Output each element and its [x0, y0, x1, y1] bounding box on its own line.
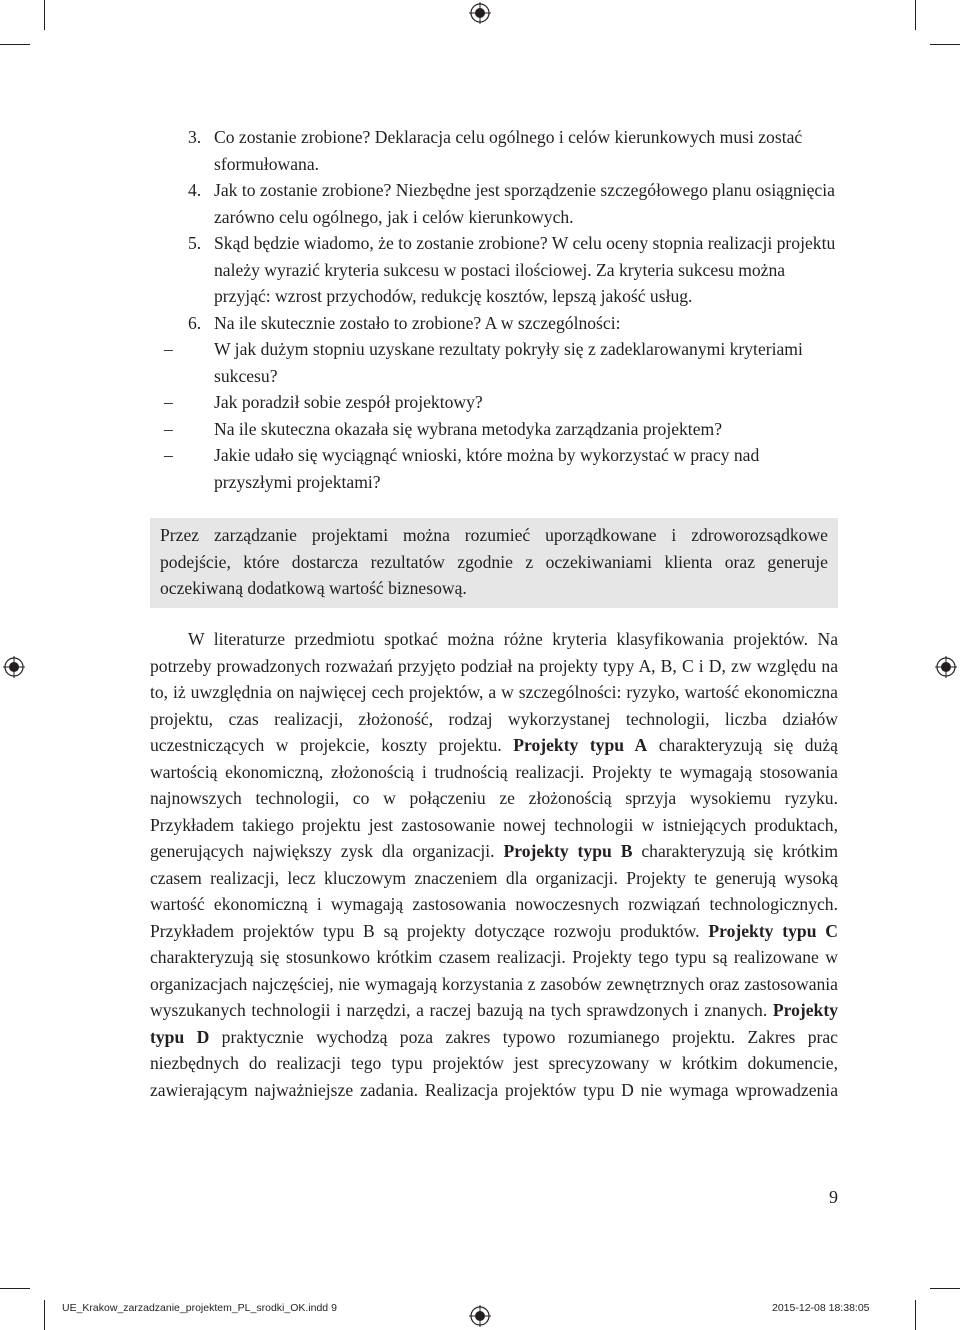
list-marker: 5. — [188, 233, 202, 253]
paragraph-text: charakteryzują się dużą wartością ekonomiczną, złożonością i trudnością realizacji. Projekty te wymagają stosowania najnowszych technologii, co w połączeniu ze złożonością sprzyja wysokiemu ryzyku. Przykładem takiego projektu jest zastosowanie nowej technologii w istniejących produktach, generujących największy zysk dla organizacji. — [150, 735, 838, 861]
list-item-text: Jak to zostanie zrobione? Niezbędne jest sporządzenie szczegółowego planu osiągnięcia zarówno celu ogólnego, jak i celów kierunkowych. — [214, 180, 835, 227]
crop-mark — [44, 0, 45, 30]
crop-mark — [915, 0, 916, 30]
list-item — [150, 230, 840, 310]
list-item-text: Skąd będzie wiadomo, że to zostanie zrobione? W celu oceny stopnia realizacji projektu należy wyrazić kryteria sukcesu w postaci ilościowej. Za kryteria sukcesu można przyjąć: wzrost przychodów, redukcję kosztów, lepszą jakość usług. — [214, 233, 836, 306]
dash-marker: – — [164, 418, 173, 439]
page-number: 9 — [829, 1187, 838, 1207]
dash-item — [150, 336, 840, 389]
dash-item-text: Na ile skuteczna okazała się wybrana metodyka zarządzania projektem? — [214, 418, 723, 439]
definition-box: Przez zarządzanie projektami można rozumieć uporządkowane i zdroworozsądkowe podejście, które dostarcza rezultatów zgodnie z oczekiwaniami klienta oraz generuje oczekiwaną dodatkową wartość biznesową. — [150, 518, 838, 608]
paragraph-text: charakteryzują się krótkim czasem realizacji, lecz kluczowym znaczeniem dla organizacji. Projekty te generują wysoką wartość ekonomiczną i wymagają zastosowania nowoczesnych rozwiązań technologicznych. Przykładem projektów typu B są projekty dotyczące rozwoju produktów. — [150, 841, 838, 941]
crop-mark — [0, 44, 30, 45]
paragraph-text: praktycznie wychodzą poza zakres typowo rozumianego projektu. Zakres prac niezbędnych do realizacji tego typu projektów jest sprecyzowany w krótkim dokumencie, zawierającym najważniejsze zadania. Realizacja projektów typu D nie wymaga wprowadzenia — [150, 1026, 838, 1100]
list-marker: 4. — [188, 180, 202, 200]
registration-mark-icon — [469, 1305, 491, 1327]
dash-item — [150, 442, 840, 495]
crop-mark — [930, 44, 960, 45]
dash-item-text: W jak dużym stopniu uzyskane rezultaty pokryły się z zadeklarowanymi kryteriami sukcesu? — [214, 339, 803, 386]
dash-marker: – — [164, 445, 173, 465]
crop-mark — [930, 1288, 960, 1289]
bold-term-type-a: Projekty typu A — [513, 735, 648, 755]
body-paragraph — [150, 626, 838, 1103]
registration-mark-icon — [935, 656, 957, 678]
slug-timestamp: 2015-12-08 18:38:05 — [772, 1302, 870, 1314]
registration-mark-icon — [3, 656, 25, 678]
crop-mark — [915, 1300, 916, 1330]
list-item-text: Na ile skutecznie zostało to zrobione? A w szczególności: — [214, 312, 621, 333]
crop-mark — [44, 1300, 45, 1330]
paragraph — [150, 626, 838, 1103]
registration-mark-icon — [469, 2, 491, 24]
dash-item — [150, 389, 840, 416]
dash-marker: – — [164, 339, 173, 359]
list-item-text: Co zostanie zrobione? Deklaracja celu ogólnego i celów kierunkowych musi zostać sformułowana. — [214, 127, 803, 174]
dash-marker: – — [164, 392, 173, 412]
list-item — [150, 310, 840, 337]
slug-filename: UE_Krakow_zarzadzanie_projektem_PL_srodki_OK.indd 9 — [62, 1302, 337, 1314]
dash-item-text: Jakie udało się wyciągnąć wnioski, które można by wykorzystać w pracy nad przyszłymi projektami? — [214, 445, 760, 492]
paragraph-text: charakteryzują się stosunkowo krótkim czasem realizacji. Projekty tego typu są realizowane w organizacjach najczęściej, nie wymagają korzystania z zasobów zewnętrznych oraz zastosowania wyszukanych technologii i narzędzi, a raczej bazują na tych sprawdzonych i znanych. — [150, 947, 838, 1020]
paragraph-text: W literaturze przedmiotu spotkać można różne kryteria klasyfikowania projektów. Na potrzeby prowadzonych rozważań przyjęto podział na projekty typy A, B, C i D, zw względu na to, iż uwzględnia on najwięcej cech projektów, a w szczególności: ryzyko, wartość ekonomiczna projektu, czas realizacji, złożoność, rodzaj wykorzystanej technologii, liczba działów uczestniczących w projekcie, koszty projektu. — [150, 629, 838, 755]
bold-term-type-b: Projekty typu B — [503, 841, 633, 861]
question-list — [150, 124, 840, 495]
list-marker: 3. — [188, 127, 202, 147]
list-item — [150, 177, 840, 230]
dash-item-text: Jak poradził sobie zespół projektowy? — [214, 392, 483, 412]
crop-mark — [0, 1288, 30, 1289]
bold-term-type-c: Projekty typu C — [708, 920, 838, 941]
list-marker: 6. — [188, 312, 202, 333]
bold-term-type-d: Projekty typu D — [150, 1000, 838, 1047]
list-item — [150, 124, 840, 177]
dash-item — [150, 416, 840, 443]
